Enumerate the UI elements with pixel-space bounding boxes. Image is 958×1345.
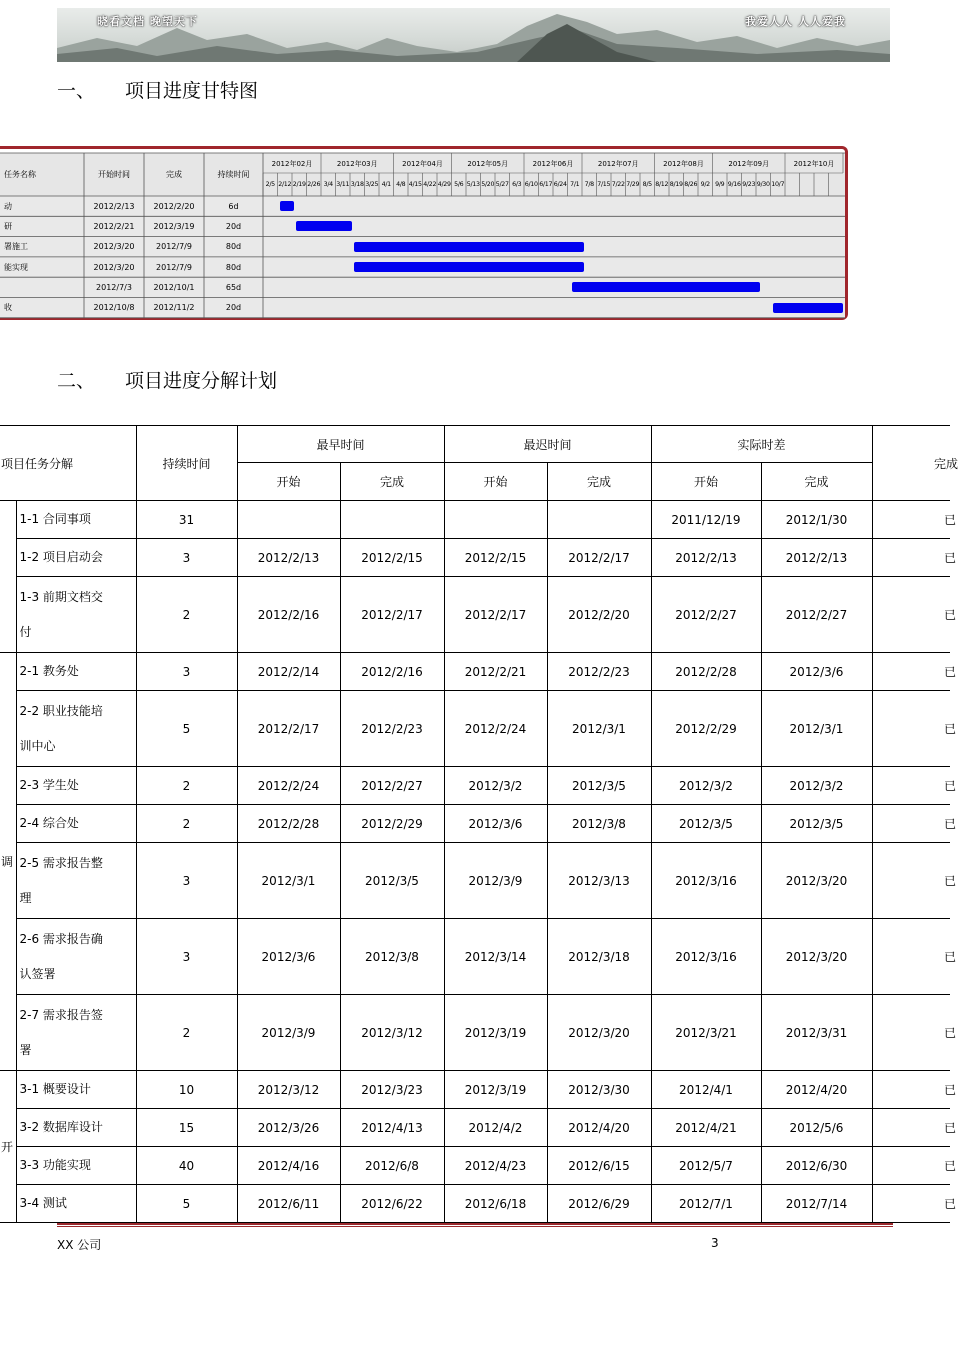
gantt-week-label: 4/29	[437, 181, 451, 188]
duration-cell: 10	[136, 1071, 237, 1109]
header-late-start: 开始	[444, 463, 547, 501]
task-label: 3-1 概要设计	[19, 1082, 91, 1096]
gantt-task-end: 2012/11/2	[153, 303, 195, 313]
table-row	[0, 1185, 950, 1223]
gantt-week-label: 5/20	[481, 181, 495, 188]
task-cell	[16, 843, 136, 919]
done-cell	[872, 577, 956, 653]
table-row	[0, 1147, 950, 1185]
gantt-week-label: 8/26	[684, 181, 698, 188]
early-end-cell: 2012/2/27	[340, 767, 444, 805]
actual-start-cell: 2012/2/28	[651, 653, 761, 691]
gantt-month-label: 2012年04月	[402, 160, 443, 168]
gantt-week-label: 2/5	[265, 181, 275, 188]
duration-cell: 3	[136, 653, 237, 691]
gantt-week-label: 2/26	[307, 181, 321, 188]
late-end-cell: 2012/3/18	[547, 919, 651, 995]
late-start-cell: 2012/6/18	[444, 1185, 547, 1223]
early-end-cell: 2012/3/23	[340, 1071, 444, 1109]
gantt-task-name	[2, 277, 84, 297]
gantt-task-start: 2012/2/13	[93, 201, 135, 211]
task-cell	[16, 1185, 136, 1223]
late-start-cell: 2012/2/24	[444, 691, 547, 767]
header-actual-end: 完成	[761, 463, 872, 501]
actual-start-cell: 2012/4/1	[651, 1071, 761, 1109]
header-late-end: 完成	[547, 463, 651, 501]
late-start-cell: 2012/3/19	[444, 995, 547, 1071]
done-cell	[872, 767, 956, 805]
duration-cell: 40	[136, 1147, 237, 1185]
early-end-cell: 2012/2/15	[340, 539, 444, 577]
gantt-month-label: 2012年06月	[532, 160, 574, 168]
late-start-cell: 2012/3/14	[444, 919, 547, 995]
gantt-header-3: 持续时间	[217, 170, 250, 179]
gantt-task-start: 2012/10/8	[93, 303, 135, 313]
footer-rule-thin	[57, 1226, 893, 1227]
late-start-cell: 2012/2/21	[444, 653, 547, 691]
gantt-task-duration: 80d	[225, 262, 242, 272]
task-cell	[16, 995, 136, 1071]
done-status: 已	[943, 817, 956, 831]
task-cell	[16, 1071, 136, 1109]
gantt-week-label: 6/3	[512, 181, 522, 188]
done-cell	[872, 1109, 956, 1147]
task-label: 付	[19, 624, 32, 639]
actual-end-cell: 2012/4/20	[761, 1071, 872, 1109]
late-end-cell: 2012/6/29	[547, 1185, 651, 1223]
task-label: 2-7 需求报告签	[19, 1007, 103, 1022]
done-status: 已	[943, 779, 956, 793]
early-end-cell: 2012/3/8	[340, 919, 444, 995]
gantt-week-label: 8/19	[669, 181, 683, 188]
late-start-cell: 2012/3/2	[444, 767, 547, 805]
actual-end-cell: 2012/3/2	[761, 767, 872, 805]
task-label: 署	[19, 1042, 32, 1057]
actual-start-cell: 2012/3/16	[651, 843, 761, 919]
gantt-week-label: 6/24	[553, 181, 567, 188]
task-label: 认签署	[19, 966, 56, 981]
late-start-cell	[444, 501, 547, 539]
section-number: 一、	[57, 80, 96, 102]
done-cell	[872, 1071, 956, 1109]
gantt-task-end: 2012/10/1	[153, 282, 195, 292]
actual-start-cell: 2012/3/21	[651, 995, 761, 1071]
gantt-week-label: 8/5	[642, 181, 652, 188]
gantt-week-label: 4/1	[381, 181, 391, 188]
duration-cell: 15	[136, 1109, 237, 1147]
gantt-week-label: 4/8	[396, 181, 406, 188]
task-cell	[16, 577, 136, 653]
gantt-bar	[572, 282, 761, 292]
task-label: 1-2 项目启动会	[19, 550, 103, 564]
gantt-week-label: 5/27	[495, 181, 509, 188]
late-end-cell: 2012/2/23	[547, 653, 651, 691]
gantt-week-label: 7/15	[597, 181, 611, 188]
gantt-week-label: 6/17	[539, 181, 553, 188]
header-early-start: 开始	[237, 463, 340, 501]
late-start-cell: 2012/4/23	[444, 1147, 547, 1185]
gantt-week-label: 2/12	[278, 181, 292, 188]
gantt-task-duration: 65d	[225, 282, 242, 292]
duration-cell: 2	[136, 805, 237, 843]
duration-cell: 5	[136, 691, 237, 767]
table-row	[0, 767, 950, 805]
gantt-month-label: 2012年09月	[728, 160, 770, 168]
late-end-cell: 2012/3/20	[547, 995, 651, 1071]
actual-end-cell: 2012/7/14	[761, 1185, 872, 1223]
done-status: 已	[943, 1197, 956, 1211]
gantt-week-label: 9/23	[742, 181, 756, 188]
task-cell	[16, 653, 136, 691]
early-start-cell: 2012/2/14	[237, 653, 340, 691]
table-row	[0, 577, 950, 653]
gantt-task-end: 2012/7/9	[156, 262, 192, 272]
table-row	[0, 1109, 950, 1147]
gantt-week-label: 6/10	[524, 181, 538, 188]
late-end-cell: 2012/3/13	[547, 843, 651, 919]
gantt-task-start: 2012/3/20	[93, 262, 135, 272]
actual-end-cell: 2012/3/5	[761, 805, 872, 843]
gantt-month-label: 2012年05月	[467, 160, 509, 168]
duration-cell: 5	[136, 1185, 237, 1223]
gantt-task-name: 收	[4, 303, 12, 313]
gantt-week-label: 10/7	[771, 181, 785, 188]
task-label: 1-1 合同事项	[19, 512, 91, 526]
table-row	[0, 995, 950, 1071]
gantt-month-label: 2012年03月	[336, 160, 378, 168]
task-cell	[16, 1109, 136, 1147]
section-number: 二、	[57, 370, 96, 392]
gantt-bar	[296, 221, 352, 231]
late-end-cell: 2012/3/30	[547, 1071, 651, 1109]
gantt-week-label: 9/16	[727, 181, 741, 188]
gantt-task-end: 2012/2/20	[153, 201, 195, 211]
early-end-cell: 2012/2/29	[340, 805, 444, 843]
gantt-task-name: 署施工	[4, 242, 28, 252]
task-label: 1-3 前期文档交	[19, 589, 103, 604]
done-status: 已	[943, 1159, 956, 1173]
done-cell	[872, 919, 956, 995]
header-actual-start: 开始	[651, 463, 761, 501]
gantt-week-label: 9/30	[756, 181, 770, 188]
duration-cell: 2	[136, 577, 237, 653]
task-label: 2-2 职业技能培	[19, 703, 103, 718]
actual-start-cell: 2012/2/27	[651, 577, 761, 653]
early-start-cell: 2012/2/28	[237, 805, 340, 843]
actual-start-cell: 2012/2/29	[651, 691, 761, 767]
duration-cell: 3	[136, 919, 237, 995]
footer-page-number: 3	[711, 1236, 719, 1250]
gantt-task-duration: 80d	[225, 242, 242, 252]
group-cell	[0, 501, 16, 653]
done-status: 已	[943, 722, 956, 736]
gantt-week-label: 7/8	[584, 181, 594, 188]
gantt-bar	[280, 201, 295, 211]
actual-start-cell: 2012/7/1	[651, 1185, 761, 1223]
gantt-chart	[0, 146, 848, 320]
task-label: 2-6 需求报告确	[19, 931, 103, 946]
actual-start-cell: 2012/3/16	[651, 919, 761, 995]
gantt-week-label: 3/25	[365, 181, 379, 188]
header-task: 项目任务分解	[0, 426, 136, 501]
actual-start-cell: 2012/4/21	[651, 1109, 761, 1147]
done-status: 已	[943, 513, 956, 527]
header-actual: 实际时差	[651, 426, 872, 463]
done-status: 已	[943, 1121, 956, 1135]
actual-end-cell: 2012/2/27	[761, 577, 872, 653]
table-row	[0, 653, 950, 691]
gantt-week-label: 3/4	[323, 181, 333, 188]
gantt-week-label: 2/19	[292, 181, 306, 188]
gantt-week-label: 9/2	[700, 181, 710, 188]
late-end-cell: 2012/4/20	[547, 1109, 651, 1147]
table-row	[0, 691, 950, 767]
early-start-cell: 2012/3/26	[237, 1109, 340, 1147]
header-done-label: 完成	[933, 456, 958, 471]
late-end-cell: 2012/2/20	[547, 577, 651, 653]
actual-start-cell: 2012/3/2	[651, 767, 761, 805]
gantt-month-label: 2012年02月	[271, 160, 313, 168]
actual-start-cell: 2012/5/7	[651, 1147, 761, 1185]
early-end-cell: 2012/6/22	[340, 1185, 444, 1223]
gantt-bar	[354, 262, 584, 272]
task-cell	[16, 805, 136, 843]
task-cell	[16, 1147, 136, 1185]
early-start-cell: 2012/2/16	[237, 577, 340, 653]
actual-end-cell: 2012/6/30	[761, 1147, 872, 1185]
early-start-cell: 2012/3/6	[237, 919, 340, 995]
late-start-cell: 2012/3/19	[444, 1071, 547, 1109]
done-cell	[872, 995, 956, 1071]
actual-end-cell: 2012/3/20	[761, 843, 872, 919]
late-start-cell: 2012/3/6	[444, 805, 547, 843]
gantt-week-label: 5/6	[454, 181, 464, 188]
gantt-header-1: 开始时间	[98, 170, 130, 179]
gantt-month-label: 2012年07月	[597, 160, 639, 168]
gantt-week-label: 7/22	[611, 181, 625, 188]
actual-end-cell: 2012/1/30	[761, 501, 872, 539]
gantt-bar	[354, 242, 584, 252]
table-row	[0, 1071, 950, 1109]
early-start-cell: 2012/6/11	[237, 1185, 340, 1223]
gantt-task-name: 动	[4, 201, 12, 211]
progress-plan-table	[0, 425, 958, 1223]
actual-end-cell: 2012/3/6	[761, 653, 872, 691]
task-cell	[16, 539, 136, 577]
task-label: 理	[19, 890, 32, 905]
early-start-cell: 2012/2/24	[237, 767, 340, 805]
gantt-task-start: 2012/3/20	[93, 242, 135, 252]
group-cell: 开	[0, 1071, 16, 1223]
gantt-week-label: 7/1	[570, 181, 580, 188]
gantt-month-label: 2012年08月	[663, 160, 704, 168]
gantt-bar	[773, 303, 843, 313]
table-row	[0, 501, 950, 539]
early-start-cell: 2012/2/17	[237, 691, 340, 767]
task-label: 2-4 综合处	[19, 816, 79, 830]
late-end-cell: 2012/3/1	[547, 691, 651, 767]
done-status: 已	[943, 950, 956, 964]
done-status: 已	[943, 665, 956, 679]
early-end-cell: 2012/2/16	[340, 653, 444, 691]
actual-end-cell: 2012/3/1	[761, 691, 872, 767]
task-cell	[16, 919, 136, 995]
group-cell: 调	[0, 653, 16, 1071]
actual-end-cell: 2012/3/31	[761, 995, 872, 1071]
task-label: 2-1 教务处	[19, 664, 79, 678]
task-label: 2-3 学生处	[19, 778, 79, 792]
task-label: 训中心	[19, 738, 56, 753]
gantt-header-2: 完成	[166, 170, 182, 179]
section-title: 项目进度分解计划	[125, 370, 278, 392]
footer-company: XX 公司	[57, 1238, 102, 1252]
early-end-cell: 2012/3/5	[340, 843, 444, 919]
done-cell	[872, 843, 956, 919]
task-label: 2-5 需求报告整	[19, 855, 103, 870]
early-start-cell: 2012/3/1	[237, 843, 340, 919]
duration-cell: 2	[136, 767, 237, 805]
duration-cell: 31	[136, 501, 237, 539]
gantt-task-duration: 20d	[225, 221, 242, 231]
early-end-cell	[340, 501, 444, 539]
actual-end-cell: 2012/2/13	[761, 539, 872, 577]
task-label: 3-4 测试	[19, 1196, 67, 1210]
gantt-week-label: 3/11	[336, 181, 350, 188]
table-row	[0, 805, 950, 843]
early-start-cell	[237, 501, 340, 539]
done-status: 已	[943, 608, 956, 622]
duration-cell: 2	[136, 995, 237, 1071]
gantt-task-duration: 20d	[225, 303, 242, 313]
done-status: 已	[943, 551, 956, 565]
late-end-cell: 2012/3/8	[547, 805, 651, 843]
gantt-week-label: 4/15	[408, 181, 422, 188]
gantt-week-label: 8/12	[655, 181, 669, 188]
early-start-cell: 2012/4/16	[237, 1147, 340, 1185]
done-cell	[872, 501, 956, 539]
header-banner	[57, 8, 890, 62]
gantt-week-label: 7/29	[626, 181, 640, 188]
actual-end-cell: 2012/5/6	[761, 1109, 872, 1147]
duration-cell: 3	[136, 843, 237, 919]
actual-start-cell: 2011/12/19	[651, 501, 761, 539]
task-cell	[16, 767, 136, 805]
late-end-cell: 2012/6/15	[547, 1147, 651, 1185]
header-early-end: 完成	[340, 463, 444, 501]
task-cell	[16, 501, 136, 539]
duration-cell: 3	[136, 539, 237, 577]
gantt-task-duration: 6d	[228, 201, 239, 211]
table-row	[0, 919, 950, 995]
late-end-cell	[547, 501, 651, 539]
actual-start-cell: 2012/3/5	[651, 805, 761, 843]
done-status: 已	[943, 1083, 956, 1097]
late-start-cell: 2012/2/15	[444, 539, 547, 577]
gantt-week-label: 9/9	[715, 181, 725, 188]
gantt-task-name: 能实现	[4, 262, 28, 272]
gantt-task-name: 研	[4, 221, 12, 231]
gantt-week-label: 3/18	[350, 181, 364, 188]
done-cell	[872, 539, 956, 577]
early-end-cell: 2012/2/17	[340, 577, 444, 653]
done-cell	[872, 1147, 956, 1185]
done-cell	[872, 653, 956, 691]
done-cell	[872, 1185, 956, 1223]
late-start-cell: 2012/3/9	[444, 843, 547, 919]
early-start-cell: 2012/3/9	[237, 995, 340, 1071]
table-row	[0, 539, 950, 577]
done-status: 已	[943, 874, 956, 888]
early-end-cell: 2012/2/23	[340, 691, 444, 767]
section-heading-gantt	[57, 76, 258, 103]
gantt-week-label: 4/22	[423, 181, 437, 188]
task-cell	[16, 691, 136, 767]
footer-rule	[57, 1223, 893, 1225]
done-cell	[872, 805, 956, 843]
gantt-task-end: 2012/3/19	[153, 221, 195, 231]
early-end-cell: 2012/4/13	[340, 1109, 444, 1147]
banner-right-text: 我爱人人 人人爱我	[745, 15, 846, 28]
late-end-cell: 2012/2/17	[547, 539, 651, 577]
gantt-week-label: 5/13	[466, 181, 480, 188]
done-cell	[872, 691, 956, 767]
section-title: 项目进度甘特图	[125, 80, 259, 102]
header-done	[872, 426, 958, 501]
table-row	[0, 843, 950, 919]
banner-left-text: 晓看文档 晚望天下	[97, 15, 198, 28]
gantt-task-start: 2012/2/21	[93, 221, 135, 231]
actual-start-cell: 2012/2/13	[651, 539, 761, 577]
early-start-cell: 2012/2/13	[237, 539, 340, 577]
gantt-header-0: 任务名称	[4, 170, 36, 179]
late-start-cell: 2012/4/2	[444, 1109, 547, 1147]
gantt-task-start: 2012/7/3	[96, 282, 132, 292]
section-heading-plan	[57, 366, 277, 393]
header-latest: 最迟时间	[444, 426, 651, 463]
gantt-task-end: 2012/7/9	[156, 242, 192, 252]
early-start-cell: 2012/3/12	[237, 1071, 340, 1109]
early-end-cell: 2012/3/12	[340, 995, 444, 1071]
late-start-cell: 2012/2/17	[444, 577, 547, 653]
task-label: 3-2 数据库设计	[19, 1120, 103, 1134]
early-end-cell: 2012/6/8	[340, 1147, 444, 1185]
gantt-month-label: 2012年10月	[793, 160, 835, 168]
header-duration: 持续时间	[136, 426, 237, 501]
task-label: 3-3 功能实现	[19, 1158, 91, 1172]
actual-end-cell: 2012/3/20	[761, 919, 872, 995]
header-earliest: 最早时间	[237, 426, 444, 463]
done-status: 已	[943, 1026, 956, 1040]
late-end-cell: 2012/3/5	[547, 767, 651, 805]
